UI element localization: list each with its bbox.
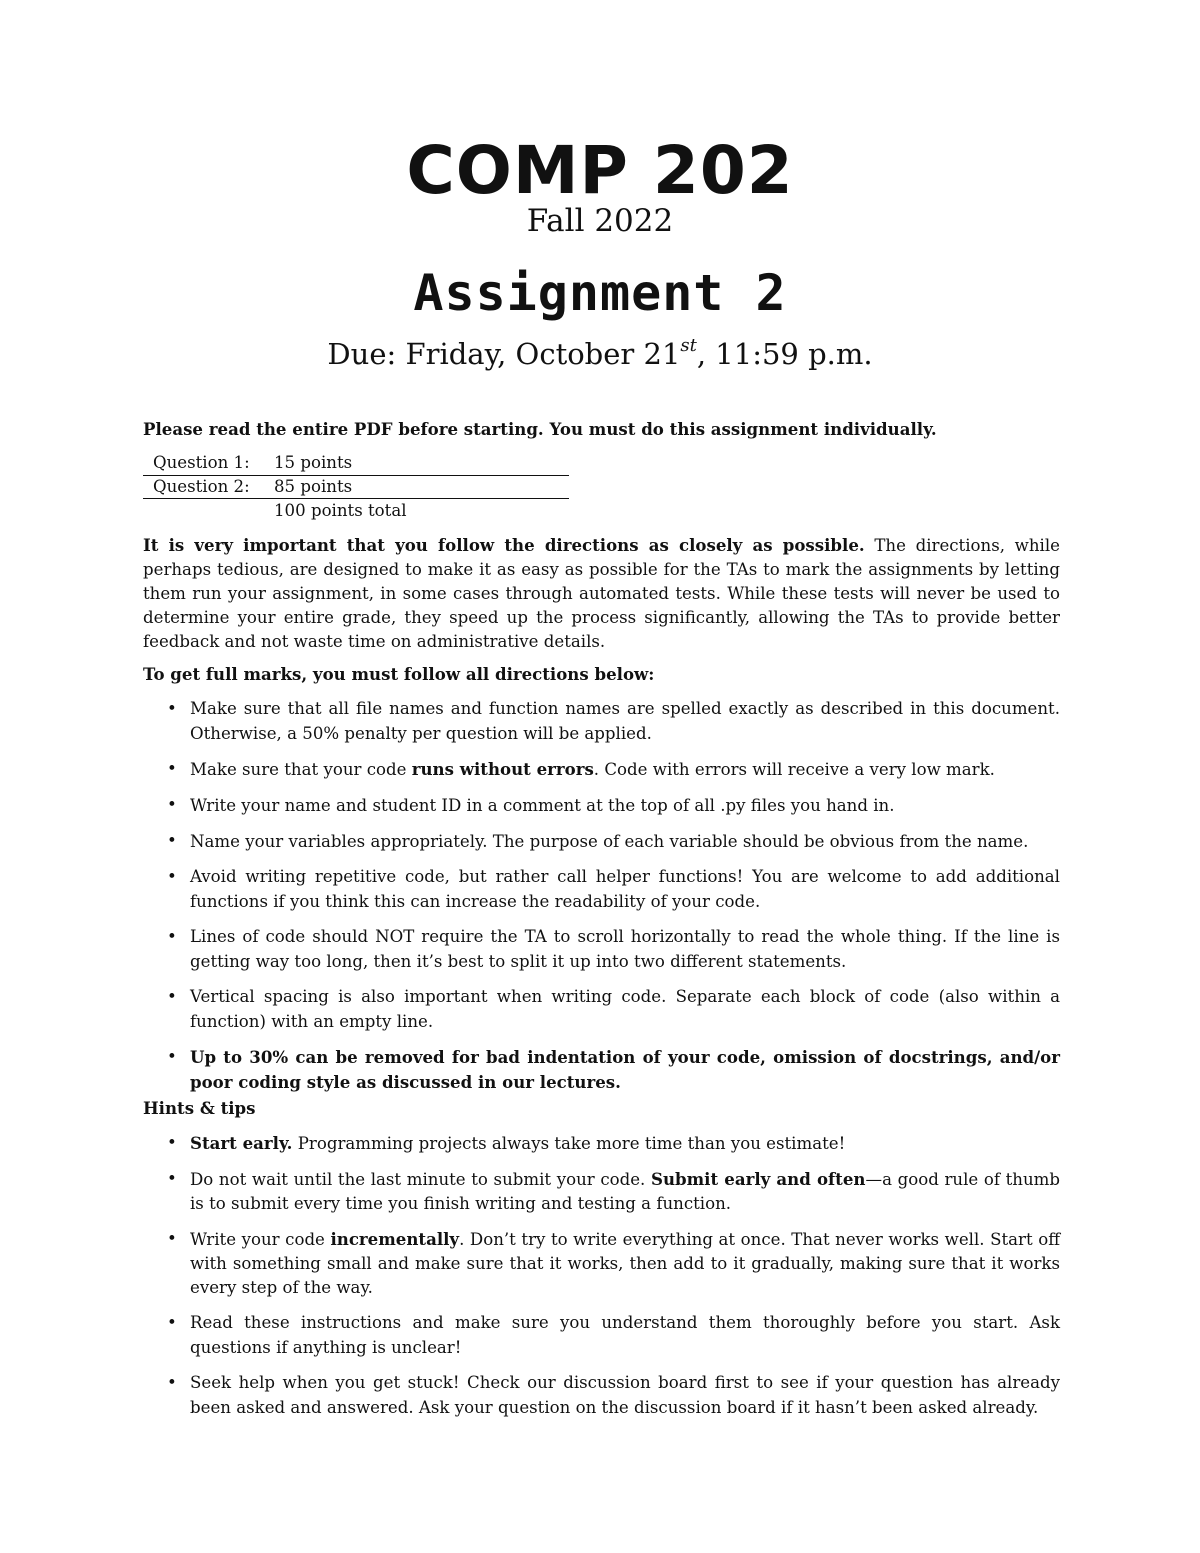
- points-row-label: Question 1:: [153, 453, 250, 472]
- list-item: [143, 1167, 1060, 1216]
- hints-heading: Hints & tips: [143, 1098, 256, 1118]
- points-row-label: Question 2:: [153, 477, 250, 496]
- item-text: Avoid writing repetitive code, but rather call helper functions! You are welcome to add additional functions if you think this can increase the readability of your code.: [190, 867, 1060, 911]
- item-text-after: —a good rule of thumb is to submit every time you finish writing and testing a function.: [190, 1170, 1060, 1213]
- bullet-icon: •: [167, 1169, 177, 1188]
- term: Fall 2022: [526, 203, 674, 239]
- points-total: 100 points total: [274, 501, 407, 520]
- bullet-icon: •: [167, 759, 177, 778]
- list-item: [143, 793, 1060, 818]
- list-item: [143, 757, 1060, 782]
- item-bold-text: Up to 30% can be removed for bad indentation of your code, omission of docstrings, and/or poor coding style as discussed in our lectures.: [190, 1047, 1060, 1092]
- points-row-value: 85 points: [274, 477, 353, 496]
- list-item: [143, 697, 1060, 746]
- item-bold-text: Start early.: [190, 1133, 293, 1153]
- list-item: [143, 925, 1060, 974]
- bullet-icon: •: [167, 987, 177, 1006]
- item-text: Lines of code should NOT require the TA to scroll horizontally to read the whole thing. If the line is getting way too long, then it’s best to split it up into two different statements.: [190, 927, 1060, 971]
- item-text: Do not wait until the last minute to submit your code.: [190, 1170, 651, 1189]
- assignment-title: Assignment 2: [413, 264, 787, 322]
- bullet-icon: •: [167, 795, 177, 814]
- intro-notice: Please read the entire PDF before starting. You must do this assignment individually.: [143, 419, 937, 439]
- item-text-after: . Don’t try to write everything at once. That never works well. Start off with something small and make sure that it works, then add to it gradually, making sure that it works every step of the way.: [190, 1230, 1060, 1297]
- bullet-icon: •: [167, 1047, 177, 1066]
- bullet-icon: •: [167, 699, 177, 718]
- item-bold-text: runs without errors: [411, 759, 594, 779]
- item-text: Read these instructions and make sure you understand them thoroughly before you start. Ask questions if anything is unclear!: [190, 1313, 1060, 1357]
- due-date-superscript: st: [680, 335, 697, 356]
- bullet-icon: •: [167, 1373, 177, 1392]
- bullet-icon: •: [167, 1229, 177, 1248]
- item-text: Vertical spacing is also important when writing code. Separate each block of code (also within a function) with an empty line.: [190, 987, 1060, 1031]
- item-text-after: . Code with errors will receive a very low mark.: [593, 760, 995, 779]
- directions-paragraph: [143, 533, 1060, 654]
- list-item: [143, 1371, 1060, 1420]
- item-text: Seek help when you get stuck! Check our discussion board first to see if your question has already been asked and answered. Ask your question on the discussion board if it hasn’t been asked already.: [190, 1373, 1060, 1417]
- item-bold-text: incrementally: [330, 1229, 460, 1249]
- directions-lead: It is very important that you follow the directions as closely as possible.: [143, 535, 865, 555]
- hints-list: [143, 1131, 1060, 1431]
- bullet-icon: •: [167, 927, 177, 946]
- item-text: Make sure that all file names and function names are spelled exactly as described in this document. Otherwise, a 50% penalty per question will be applied.: [190, 699, 1060, 743]
- list-item: [143, 1311, 1060, 1360]
- list-item: [143, 985, 1060, 1034]
- directions-rest: The directions, while perhaps tedious, are designed to make it as easy as possible for the TAs to mark the assignments by letting them run your assignment, in some cases through automated tests. While these tests will never be used to determine your entire grade, they speed up the process significantly, allowing the TAs to provide better feedback and not waste time on administrative details.: [143, 536, 1060, 651]
- bullet-icon: •: [167, 867, 177, 886]
- bullet-icon: •: [167, 1313, 177, 1332]
- points-table: [143, 451, 573, 523]
- item-text: Write your name and student ID in a comment at the top of all .py files you hand in.: [190, 796, 895, 815]
- full-marks-heading: To get full marks, you must follow all directions below:: [143, 664, 655, 684]
- item-text-after: Programming projects always take more time than you estimate!: [292, 1134, 846, 1153]
- due-date: [0, 335, 1200, 371]
- due-date-suffix: , 11:59 p.m.: [696, 337, 873, 371]
- points-row: [143, 475, 573, 499]
- item-text: Name your variables appropriately. The purpose of each variable should be obvious from the name.: [190, 832, 1029, 851]
- course-title: COMP 202: [406, 132, 794, 209]
- due-date-prefix: Due: Friday, October 21: [327, 337, 681, 371]
- item-text: Make sure that your code: [190, 760, 412, 779]
- points-row: [143, 451, 573, 475]
- bullet-icon: •: [167, 1133, 177, 1152]
- item-text: Write your code: [190, 1230, 331, 1249]
- points-row-value: 15 points: [274, 453, 353, 472]
- points-total-row: [143, 499, 573, 523]
- item-bold-text: Submit early and often: [650, 1169, 866, 1189]
- list-item: [143, 1131, 1060, 1156]
- bullet-icon: •: [167, 831, 177, 850]
- list-item: [143, 1227, 1060, 1300]
- list-item: [143, 829, 1060, 854]
- list-item: [143, 865, 1060, 914]
- directions-list: [143, 697, 1060, 1106]
- list-item: [143, 1045, 1060, 1095]
